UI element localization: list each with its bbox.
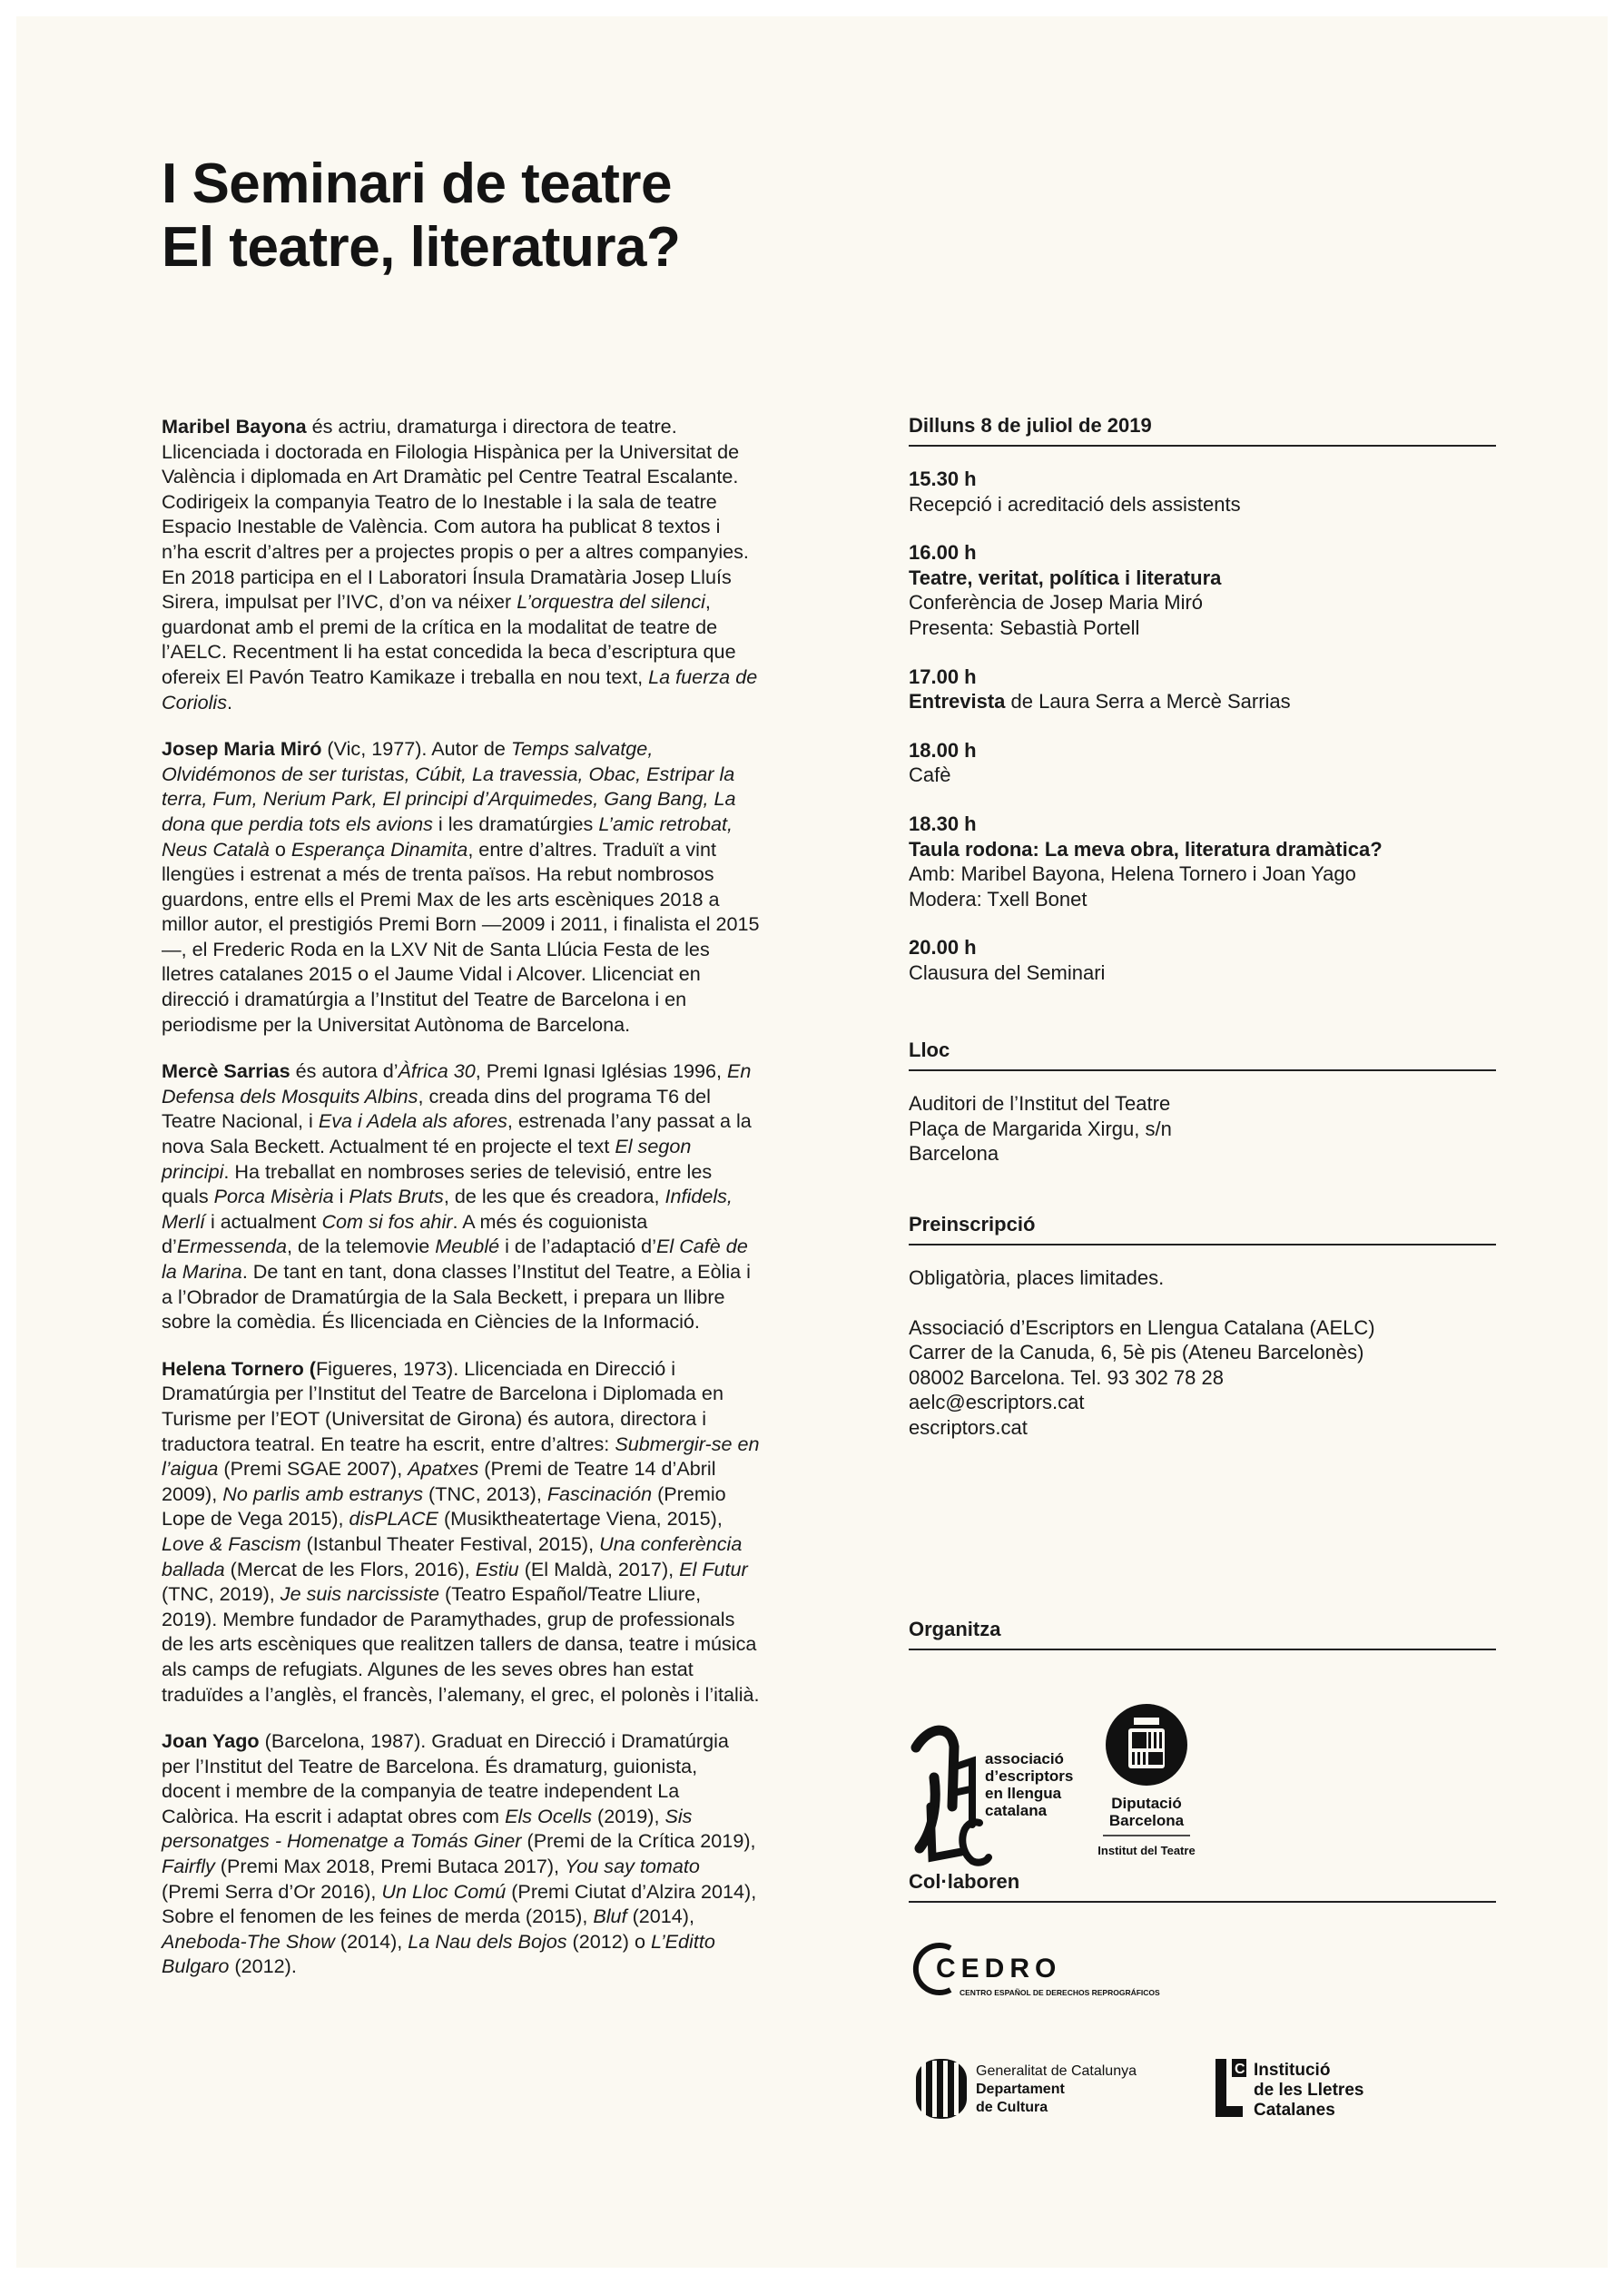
bio-work-title: Fascinación <box>546 1482 653 1505</box>
registration-note: Obligatòria, places limitades. <box>909 1266 1165 1289</box>
bio-text: (2014), <box>334 1929 408 1953</box>
bio-work-title: Estiu <box>475 1557 519 1580</box>
contact-line: Associació d’Escriptors en Llengua Catalana (AELC) <box>909 1315 1375 1339</box>
bio-work-title: Esperança Dinamita <box>290 837 468 861</box>
bio-work-title: Els Ocells <box>505 1804 593 1827</box>
bio-text: . Ha treballat en nombroses series de televisió, entre les quals <box>162 1159 713 1208</box>
bio-text: i <box>333 1185 349 1208</box>
ill-text-line: Catalanes <box>1254 2101 1335 2120</box>
program-detail-line: Amb: Maribel Bayona, Helena Tornero i Joan Yago <box>909 862 1356 886</box>
bio-work-title: El Cafè de la Marina <box>162 1235 748 1283</box>
bio-work-title: Àfrica 30 <box>398 1059 476 1083</box>
venue-line: Plaça de Margarida Xirgu, s/n <box>909 1117 1172 1140</box>
bio-text: (2012) o <box>566 1929 651 1953</box>
bio-text: i actualment <box>205 1209 322 1233</box>
bio-work-title: Je suis narcissiste <box>280 1582 440 1606</box>
cedro-subtitle: CENTRO ESPAÑOL DE DERECHOS REPROGRÁFICOS <box>960 1988 1160 1997</box>
contact-website: escriptors.cat <box>909 1415 1028 1439</box>
bio-paragraph <box>162 414 761 714</box>
program-session-detail: de Laura Serra a Mercè Sarrias <box>1005 690 1291 714</box>
bio-work-title: Com si fos ahir <box>321 1209 453 1233</box>
contact-line: Carrer de la Canuda, 6, 5è pis (Ateneu Barcelonès) <box>909 1341 1364 1364</box>
bio-work-title: No parlis amb estranys <box>222 1482 424 1505</box>
bio-work-title: La Nau dels Bojos <box>408 1929 567 1953</box>
title-line-2: El teatre, literatura? <box>162 216 681 279</box>
generalitat-logo <box>916 2059 1137 2119</box>
bio-text: (Premi Ciutat d’Alzira 2014), Sobre el fenomen de les feines de merda (2015), <box>162 1879 757 1928</box>
bio-work-title: disPLACE <box>349 1507 438 1531</box>
ill-text-line: de les Lletres <box>1254 2081 1364 2100</box>
bio-text: (TNC, 2019), <box>162 1582 281 1606</box>
bio-text: , creada dins del programa T6 del Teatre Nacional, i <box>162 1084 711 1133</box>
aelc-text-line: associació <box>985 1750 1064 1767</box>
poster-page <box>16 16 1608 2268</box>
bio-work-title: El segon principi <box>162 1135 692 1183</box>
bio-text: , Premi Ignasi Iglésias 1996, <box>475 1059 727 1083</box>
bio-work-title: L’Editto Bulgaro <box>162 1929 715 1978</box>
bio-name: Josep Maria Miró <box>162 737 322 761</box>
gencat-text-line: de Cultura <box>976 2100 1048 2115</box>
bio-work-title: L’amic retrobat, Neus Català <box>162 812 733 861</box>
bio-work-title: You say tomato <box>565 1855 700 1878</box>
bio-text: (Istanbul Theater Festival, 2015), <box>300 1531 600 1555</box>
aelc-logo <box>916 1730 1073 1863</box>
institucio-lletres-logo <box>1216 2059 1363 2120</box>
title-line-1: I Seminari de teatre <box>162 153 673 215</box>
bio-work-title: Submergir-se en l’aigua <box>162 1432 760 1481</box>
bio-text: (Premi Serra d’Or 2016), <box>162 1879 382 1903</box>
bio-name: Mercè Sarrias <box>162 1059 290 1083</box>
registration-heading: Preinscripció <box>909 1211 1496 1245</box>
bio-text: (Premi de la Crítica 2019), <box>521 1829 756 1853</box>
bio-text: (2014), <box>626 1905 694 1928</box>
bio-text: o <box>269 837 291 861</box>
program-item <box>909 540 1496 640</box>
bio-text: , guardonat amb el premi de la crítica en la modalitat de teatre de l’AELC. Recentment li ha estat concedida la beca d’escriptura que ofereix El Pavón Teatro Kamikaze i treballa en nou text, <box>162 590 736 688</box>
collaborators-logos <box>909 1923 1496 2159</box>
program-time: 18.30 h <box>909 812 977 835</box>
bio-paragraph <box>162 1728 761 1979</box>
aelc-text-line: d’escriptors <box>985 1767 1074 1785</box>
bio-text: (Teatro Español/Teatre Lliure, 2019). Membre fundador de Paramythades, grup de professionals de les arts escèniques que realitzen tallers de dansa, teatre i música als camps de refugiats. Algunes de les seves obres han estat traduïdes a l’anglès, el francès, l’alemany, el grec, el polonès i l’italià. <box>162 1582 760 1706</box>
cedro-logo <box>916 1945 1160 1997</box>
bio-name: Joan Yago <box>162 1729 260 1753</box>
program-detail-line: Conferència de Josep Maria Miró <box>909 591 1204 615</box>
bio-text: (Mercat de les Flors, 2016), <box>224 1557 476 1580</box>
bios-column <box>162 414 761 2001</box>
diputacio-subtitle: Institut del Teatre <box>1097 1844 1196 1857</box>
bio-text: és actriu, dramaturga i directora de teatre. Llicenciada i doctorada en Filologia Hispànica per la Universitat de València i diplomada en Art Dramàtic pel Centre Teatral Escalante. Codirigeix la companyia Teatro de lo Inestable i la sala de teatre Espacio Inestable de València. Com autora ha publicat 8 textos i n’ha escrit d’altres per a projectes propis o per a altres companyies. En 2018 participa en el I Laboratori Ínsula Dramatària Josep Lluís Sirera, impulsat per l’IVC, d’on va néixer <box>162 415 749 614</box>
program-list <box>909 467 1496 986</box>
bio-text: , de les que és creadora, <box>443 1185 665 1208</box>
bio-text: i les dramatúrgies <box>432 812 599 835</box>
bio-text: (Barcelona, 1987). Graduat en Direcció i Dramatúrgia per l’Institut del Teatre de Barcelona. És dramaturg, guionista, docent i membre de la companyia de teatre independent La Calòrica. Ha escrit i adaptat obres com <box>162 1729 729 1827</box>
cedro-wordmark: CEDRO <box>936 1954 1062 1984</box>
program-session-title: Teatre, veritat, política i literatura <box>909 566 1222 589</box>
program-detail-line: Modera: Txell Bonet <box>909 887 1088 911</box>
collaborators-heading: Col·laboren <box>909 1868 1496 1903</box>
bio-text: . De tant en tant, dona classes l’Institut del Teatre, a Eòlia i a l’Obrador de Dramatúrgia de la Sala Beckett, i prepara un llibre sobre la comèdia. És llicenciada en Ciències de la Informació. <box>162 1260 751 1334</box>
diputacio-text-line: Diputació <box>1111 1795 1182 1812</box>
bio-text: , estrenada l’any passat a la nova Sala Beckett. Actualment té en projecte el text <box>162 1109 752 1158</box>
program-item <box>909 935 1496 985</box>
organizers-logos <box>909 1670 1496 1879</box>
bio-work-title: Aneboda-The Show <box>162 1929 335 1953</box>
bio-text: (Musiktheatertage Viena, 2015), <box>438 1507 723 1531</box>
program-date: Dilluns 8 de juliol de 2019 <box>909 412 1496 447</box>
page-title <box>162 153 680 280</box>
program-section <box>909 412 1496 1009</box>
program-text: Clausura del Seminari <box>909 960 1106 984</box>
bio-text: (TNC, 2013), <box>423 1482 547 1505</box>
bio-work-title: Un Lloc Comú <box>381 1879 507 1903</box>
program-text: Cafè <box>909 763 951 787</box>
bio-text: (2012). <box>229 1954 297 1978</box>
bio-paragraph <box>162 1356 761 1707</box>
bio-text: (Premi de Teatre 14 d’Abril 2009), <box>162 1457 716 1505</box>
program-item <box>909 738 1496 788</box>
bio-paragraph <box>162 1058 761 1334</box>
diputacio-text-line: Barcelona <box>1108 1812 1185 1829</box>
venue-line: Auditori de l’Institut del Teatre <box>909 1092 1171 1115</box>
program-time: 18.00 h <box>909 738 977 762</box>
bio-work-title: En Defensa dels Mosquits Albins <box>162 1059 752 1108</box>
organizers-heading: Organitza <box>909 1616 1496 1650</box>
bio-text: (Premi Max 2018, Premi Butaca 2017), <box>214 1855 566 1878</box>
contact-line: 08002 Barcelona. Tel. 93 302 78 28 <box>909 1365 1224 1389</box>
bio-text: (El Maldà, 2017), <box>518 1557 680 1580</box>
program-time: 17.00 h <box>909 665 977 688</box>
bio-text: . <box>227 690 232 714</box>
bio-text: és autora d’ <box>290 1059 399 1083</box>
aelc-text-line: en llengua <box>985 1785 1062 1802</box>
program-item <box>909 812 1496 911</box>
collaborators-section <box>909 1868 1496 2163</box>
bio-text: (Premio Lope de Vega 2015), <box>162 1482 726 1531</box>
ill-text-line: Institució <box>1254 2061 1331 2080</box>
bio-work-title: Temps salvatge, Olvidémonos de ser turistas, Cúbit, La travessia, Obac, Estripar la terra, Fum, Nerium Park, El principi d’Arquimedes, Gang Bang, La dona que perdia tots els avions <box>162 737 736 835</box>
bio-text: , entre d’altres. Traduït a vint llengües i estrenat a més de trenta països. Ha rebut nombrosos guardons, entre ells el Premi Max de les arts escèniques 2018 a millor autor, el prestigiós Premi Born —2009 i 2011, i finalista el 2015—, el Frederic Roda en la LXV Nit de Santa Llúcia Festa de les lletres catalanes 2015 o el Jaume Vidal i Alcover. Llicenciat en direcció i dramatúrgia a l’Institut del Teatre de Barcelona i en periodisme per la Universitat Autònoma de Barcelona. <box>162 837 760 1036</box>
bio-name: Maribel Bayona <box>162 415 307 438</box>
bio-work-title: La fuerza de Coriolis <box>162 665 758 714</box>
program-detail-line: Presenta: Sebastià Portell <box>909 615 1140 639</box>
gencat-text-line: Generalitat de Catalunya <box>976 2063 1137 2079</box>
gencat-text-line: Departament <box>976 2082 1065 2097</box>
program-session-title: Entrevista <box>909 690 1006 714</box>
bio-text: , de la telemovie <box>287 1235 436 1258</box>
diputacio-barcelona-logo <box>1097 1704 1195 1857</box>
bio-work-title: Bluf <box>593 1905 627 1928</box>
program-time: 20.00 h <box>909 936 977 960</box>
bio-text: Figueres, 1973). Llicenciada en Direcció i Dramatúrgia per l’Institut del Teatre de Barcelona i Diplomada en Turisme per l’EOT (Universitat de Girona) és autora, directora i traductora teatral. En teatre ha escrit, entre d’altres: <box>162 1356 723 1455</box>
program-item <box>909 467 1496 517</box>
venue-section <box>909 1037 1496 1167</box>
bio-work-title: L’orquestra del silenci <box>517 590 705 614</box>
bio-text: i de l’adaptació d’ <box>499 1235 656 1258</box>
venue-line: Barcelona <box>909 1142 999 1166</box>
program-item <box>909 665 1496 714</box>
bio-work-title: Eva i Adela als afores <box>318 1109 507 1133</box>
aelc-text-line: catalana <box>985 1802 1048 1819</box>
bio-work-title: Apatxes <box>408 1457 479 1481</box>
program-text <box>909 689 1496 714</box>
program-time: 16.00 h <box>909 541 977 565</box>
bio-work-title: Plats Bruts <box>349 1185 444 1208</box>
registration-section <box>909 1211 1496 1441</box>
bio-paragraph <box>162 736 761 1037</box>
bio-work-title: Porca Misèria <box>213 1185 334 1208</box>
bio-text: (2019), <box>592 1804 665 1827</box>
svg-text:C: C <box>1235 2062 1245 2077</box>
bio-work-title: Fairfly <box>162 1855 215 1878</box>
bio-work-title: El Futur <box>679 1557 748 1580</box>
organizers-section <box>909 1616 1496 1884</box>
bio-text: . A més és coguionista d’ <box>162 1209 648 1258</box>
bio-work-title: Una conferència ballada <box>162 1531 743 1580</box>
venue-heading: Lloc <box>909 1037 1496 1071</box>
bio-work-title: Infidels, Merlí <box>162 1185 733 1233</box>
program-text: Recepció i acreditació dels assistents <box>909 492 1241 516</box>
contact-email: aelc@escriptors.cat <box>909 1391 1085 1414</box>
bio-text: (Vic, 1977). Autor de <box>321 737 511 761</box>
bio-work-title: Ermessenda <box>176 1235 288 1258</box>
bio-work-title: Sis personatges - Homenatge a Tomás Giner <box>162 1804 693 1853</box>
bio-text: (Premi SGAE 2007), <box>218 1457 408 1481</box>
program-time: 15.30 h <box>909 468 977 490</box>
bio-work-title: Meublé <box>435 1235 500 1258</box>
bio-work-title: Love & Fascism <box>162 1531 301 1555</box>
program-session-title: Taula rodona: La meva obra, literatura dramàtica? <box>909 837 1383 861</box>
bio-name: Helena Tornero ( <box>162 1356 316 1380</box>
